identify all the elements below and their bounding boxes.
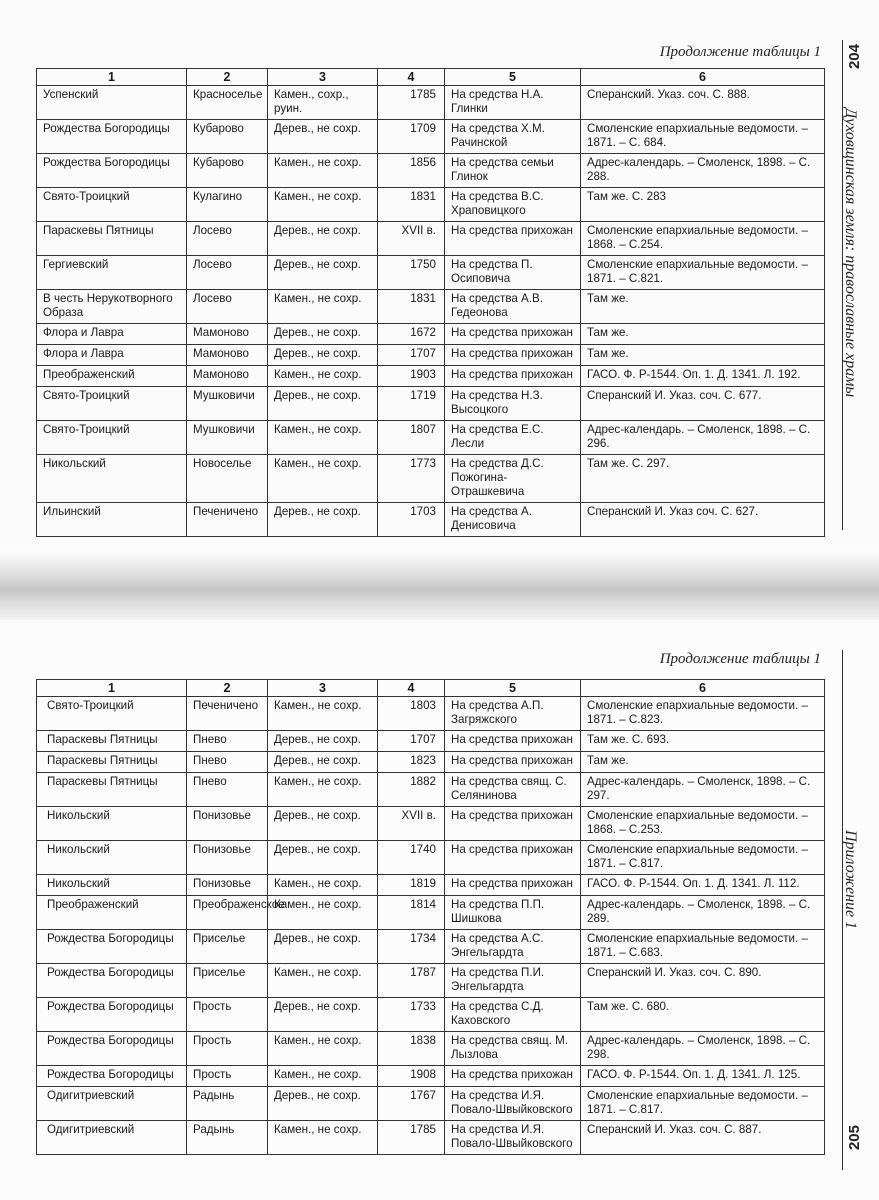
cell-year: 1814: [378, 896, 445, 930]
table-body: [37, 86, 825, 537]
cell-material-state: Дерев., не сохр.: [268, 998, 378, 1032]
cell-funding: На средства А. Денисовича: [445, 503, 581, 537]
table-row: [37, 387, 825, 421]
cell-source: Там же.: [581, 290, 825, 324]
cell-source: Смоленские епархиальные ведомости. – 1871. – С.817.: [581, 841, 825, 875]
cell-funding: На средства прихожан: [445, 1066, 581, 1087]
cell-source: ГАСО. Ф. Р-1544. Оп. 1. Д. 1341. Л. 112.: [581, 875, 825, 896]
cell-source: Там же.: [581, 324, 825, 345]
cell-village: Понизовье: [187, 841, 268, 875]
cell-church-name: Рождества Богородицы: [37, 998, 187, 1032]
cell-funding: На средства А.В. Гедеонова: [445, 290, 581, 324]
cell-material-state: Камен., не сохр.: [268, 964, 378, 998]
cell-year: 1733: [378, 998, 445, 1032]
cell-funding: На средства прихожан: [445, 345, 581, 366]
cell-church-name: Никольский: [37, 807, 187, 841]
table-row: [37, 256, 825, 290]
cell-source: Адрес-календарь. – Смоленск, 1898. – С. 289.: [581, 896, 825, 930]
cell-church-name: Одигитриевский: [37, 1087, 187, 1121]
cell-funding: На средства прихожан: [445, 841, 581, 875]
cell-village: Кубарово: [187, 154, 268, 188]
cell-source: Там же. С. 283: [581, 188, 825, 222]
cell-funding: На средства И.Я. Повало-Швыйковского: [445, 1087, 581, 1121]
table-row: [37, 697, 825, 731]
table-row: [37, 324, 825, 345]
cell-source: Смоленские епархиальные ведомости. – 1871. – С.823.: [581, 697, 825, 731]
cell-village: Лосево: [187, 256, 268, 290]
table-row: [37, 366, 825, 387]
table-row: [37, 731, 825, 752]
cell-church-name: Рождества Богородицы: [37, 930, 187, 964]
cell-village: Преображенское: [187, 896, 268, 930]
table-row: [37, 154, 825, 188]
cell-village: Радынь: [187, 1087, 268, 1121]
table-row: [37, 807, 825, 841]
cell-funding: На средства прихожан: [445, 222, 581, 256]
cell-material-state: Дерев., не сохр.: [268, 807, 378, 841]
page-number: 205: [846, 1125, 863, 1151]
cell-year: 1750: [378, 256, 445, 290]
cell-church-name: Успенский: [37, 86, 187, 120]
cell-funding: На средства прихожан: [445, 324, 581, 345]
cell-material-state: Дерев., не сохр.: [268, 731, 378, 752]
cell-source: Там же. С. 297.: [581, 455, 825, 503]
table-header-row: [37, 69, 825, 86]
cell-year: 1734: [378, 930, 445, 964]
cell-year: 1803: [378, 697, 445, 731]
cell-church-name: Рождества Богородицы: [37, 120, 187, 154]
cell-village: Лосево: [187, 222, 268, 256]
table-row: [37, 455, 825, 503]
cell-source: Там же.: [581, 752, 825, 773]
cell-year: 1740: [378, 841, 445, 875]
cell-year: 1707: [378, 731, 445, 752]
running-head: Духовщинская земля: православные храмы: [842, 108, 859, 398]
column-header-3: 3: [268, 69, 378, 86]
cell-material-state: Дерев., не сохр.: [268, 345, 378, 366]
cell-material-state: Дерев., не сохр.: [268, 841, 378, 875]
table-row: [37, 1066, 825, 1087]
cell-church-name: Параскевы Пятницы: [37, 731, 187, 752]
cell-material-state: Камен., не сохр.: [268, 1032, 378, 1066]
page-number: 204: [846, 44, 863, 70]
table-row: [37, 503, 825, 537]
column-header-5: 5: [445, 680, 581, 697]
table-row: [37, 752, 825, 773]
cell-church-name: Преображенский: [37, 896, 187, 930]
table-row: [37, 896, 825, 930]
cell-church-name: Никольский: [37, 455, 187, 503]
cell-funding: На средства Д.С. Пожогина-Отрашкевича: [445, 455, 581, 503]
cell-church-name: Параскевы Пятницы: [37, 773, 187, 807]
cell-year: 1856: [378, 154, 445, 188]
cell-church-name: Свято-Троицкий: [37, 697, 187, 731]
cell-village: Пнево: [187, 773, 268, 807]
table-row: [37, 1087, 825, 1121]
cell-year: 1838: [378, 1032, 445, 1066]
cell-material-state: Дерев., не сохр.: [268, 1087, 378, 1121]
cell-material-state: Камен., не сохр.: [268, 1066, 378, 1087]
table-body: [37, 697, 825, 1155]
table-row: [37, 1121, 825, 1155]
cell-source: Адрес-календарь. – Смоленск, 1898. – С. 297.: [581, 773, 825, 807]
cell-year: 1908: [378, 1066, 445, 1087]
column-header-2: 2: [187, 680, 268, 697]
cell-material-state: Камен., сохр., руин.: [268, 86, 378, 120]
cell-source: Сперанский И. Указ. соч. С. 677.: [581, 387, 825, 421]
cell-funding: На средства прихожан: [445, 875, 581, 896]
table-row: [37, 421, 825, 455]
cell-material-state: Камен., не сохр.: [268, 188, 378, 222]
cell-material-state: Дерев., не сохр.: [268, 324, 378, 345]
cell-village: Понизовье: [187, 875, 268, 896]
cell-village: Прость: [187, 1032, 268, 1066]
cell-year: 1882: [378, 773, 445, 807]
cell-source: Смоленские епархиальные ведомости. – 1871. – С.683.: [581, 930, 825, 964]
table-row: [37, 875, 825, 896]
cell-church-name: Гергиевский: [37, 256, 187, 290]
cell-source: Сперанский И. Указ. соч. С. 887.: [581, 1121, 825, 1155]
cell-church-name: Одигитриевский: [37, 1121, 187, 1155]
cell-year: 1787: [378, 964, 445, 998]
table-row: [37, 222, 825, 256]
cell-church-name: Рождества Богородицы: [37, 1032, 187, 1066]
column-header-3: 3: [268, 680, 378, 697]
table-row: [37, 841, 825, 875]
page-margin: [829, 620, 879, 1200]
cell-source: ГАСО. Ф. Р-1544. Оп. 1. Д. 1341. Л. 192.: [581, 366, 825, 387]
cell-source: Там же. С. 680.: [581, 998, 825, 1032]
churches-table: [36, 68, 825, 537]
cell-church-name: Рождества Богородицы: [37, 154, 187, 188]
cell-village: Красноселье: [187, 86, 268, 120]
cell-village: Кубарово: [187, 120, 268, 154]
table-row: [37, 290, 825, 324]
column-header-4: 4: [378, 69, 445, 86]
cell-village: Новоселье: [187, 455, 268, 503]
cell-source: Смоленские епархиальные ведомости. – 1868. – С.254.: [581, 222, 825, 256]
cell-material-state: Камен., не сохр.: [268, 875, 378, 896]
cell-year: 1807: [378, 421, 445, 455]
page-margin: [829, 0, 879, 560]
table-continuation-caption: Продолжение таблицы 1: [659, 44, 821, 60]
cell-source: Смоленские епархиальные ведомости. – 1871. – С.821.: [581, 256, 825, 290]
cell-source: Сперанский И. Указ. соч. С. 890.: [581, 964, 825, 998]
churches-table: [36, 679, 825, 1155]
cell-funding: На средства В.С. Храповицкого: [445, 188, 581, 222]
cell-funding: На средства Х.М. Рачинской: [445, 120, 581, 154]
column-header-6: 6: [581, 680, 825, 697]
cell-source: Смоленские епархиальные ведомости. – 1868. – С.253.: [581, 807, 825, 841]
cell-material-state: Камен., не сохр.: [268, 697, 378, 731]
cell-material-state: Дерев., не сохр.: [268, 930, 378, 964]
cell-church-name: Никольский: [37, 841, 187, 875]
cell-funding: На средства семьи Глинок: [445, 154, 581, 188]
cell-source: Там же.: [581, 345, 825, 366]
cell-funding: На средства П. Осиповича: [445, 256, 581, 290]
page-205: [0, 620, 879, 1200]
cell-source: Адрес-календарь. – Смоленск, 1898. – С. 296.: [581, 421, 825, 455]
cell-church-name: Свято-Троицкий: [37, 421, 187, 455]
table-row: [37, 1032, 825, 1066]
table-row: [37, 773, 825, 807]
cell-village: Мамоново: [187, 324, 268, 345]
cell-material-state: Дерев., не сохр.: [268, 120, 378, 154]
table-continuation-caption: Продолжение таблицы 1: [659, 651, 821, 667]
cell-funding: На средства П.П. Шишкова: [445, 896, 581, 930]
table-row: [37, 120, 825, 154]
cell-funding: На средства И.Я. Повало-Швыйковского: [445, 1121, 581, 1155]
cell-funding: На средства прихожан: [445, 731, 581, 752]
table-row: [37, 998, 825, 1032]
table-row: [37, 188, 825, 222]
cell-church-name: Флора и Лавра: [37, 324, 187, 345]
cell-material-state: Камен., не сохр.: [268, 896, 378, 930]
table-row: [37, 964, 825, 998]
cell-church-name: Рождества Богородицы: [37, 964, 187, 998]
cell-church-name: Никольский: [37, 875, 187, 896]
cell-funding: На средства свящ. М. Лызлова: [445, 1032, 581, 1066]
cell-church-name: Преображенский: [37, 366, 187, 387]
cell-year: 1903: [378, 366, 445, 387]
cell-village: Пнево: [187, 731, 268, 752]
cell-village: Радынь: [187, 1121, 268, 1155]
cell-village: Приселье: [187, 964, 268, 998]
cell-material-state: Дерев., не сохр.: [268, 752, 378, 773]
cell-material-state: Камен., не сохр.: [268, 290, 378, 324]
cell-village: Печеничено: [187, 697, 268, 731]
cell-year: XVII в.: [378, 222, 445, 256]
cell-church-name: Рождества Богородицы: [37, 1066, 187, 1087]
cell-year: 1823: [378, 752, 445, 773]
cell-year: 1785: [378, 1121, 445, 1155]
cell-source: Смоленские епархиальные ведомости. – 1871. – С.817.: [581, 1087, 825, 1121]
column-header-1: 1: [37, 69, 187, 86]
cell-material-state: Камен., не сохр.: [268, 773, 378, 807]
column-header-4: 4: [378, 680, 445, 697]
cell-source: Сперанский. Указ. соч. С. 888.: [581, 86, 825, 120]
cell-church-name: В честь Нерукотворного Образа: [37, 290, 187, 324]
cell-year: 1819: [378, 875, 445, 896]
cell-source: Адрес-календарь. – Смоленск, 1898. – С. 288.: [581, 154, 825, 188]
cell-village: Мамоново: [187, 345, 268, 366]
cell-village: Мамоново: [187, 366, 268, 387]
cell-year: 1785: [378, 86, 445, 120]
cell-church-name: Свято-Троицкий: [37, 188, 187, 222]
cell-material-state: Камен., не сохр.: [268, 1121, 378, 1155]
cell-year: 1831: [378, 290, 445, 324]
cell-year: 1767: [378, 1087, 445, 1121]
page-204: [0, 0, 879, 560]
table-row: [37, 930, 825, 964]
cell-church-name: Флора и Лавра: [37, 345, 187, 366]
cell-source: Адрес-календарь. – Смоленск, 1898. – С. 298.: [581, 1032, 825, 1066]
cell-village: Печеничено: [187, 503, 268, 537]
cell-church-name: Параскевы Пятницы: [37, 222, 187, 256]
cell-year: 1719: [378, 387, 445, 421]
book-gutter: [0, 550, 879, 630]
cell-funding: На средства П.И. Энгельгардта: [445, 964, 581, 998]
cell-village: Понизовье: [187, 807, 268, 841]
column-header-2: 2: [187, 69, 268, 86]
cell-source: Там же. С. 693.: [581, 731, 825, 752]
cell-village: Прость: [187, 998, 268, 1032]
cell-village: Мушковичи: [187, 421, 268, 455]
cell-year: 1703: [378, 503, 445, 537]
cell-material-state: Камен., не сохр.: [268, 421, 378, 455]
cell-village: Лосево: [187, 290, 268, 324]
column-header-6: 6: [581, 69, 825, 86]
cell-source: Смоленские епархиальные ведомости. – 1871. – С. 684.: [581, 120, 825, 154]
cell-year: 1672: [378, 324, 445, 345]
cell-material-state: Дерев., не сохр.: [268, 387, 378, 421]
cell-year: XVII в.: [378, 807, 445, 841]
cell-year: 1707: [378, 345, 445, 366]
cell-village: Пнево: [187, 752, 268, 773]
cell-material-state: Дерев., не сохр.: [268, 222, 378, 256]
cell-funding: На средства Н.А. Глинки: [445, 86, 581, 120]
cell-material-state: Дерев., не сохр.: [268, 256, 378, 290]
cell-material-state: Камен., не сохр.: [268, 366, 378, 387]
cell-funding: На средства С.Д. Каховского: [445, 998, 581, 1032]
table-row: [37, 86, 825, 120]
cell-village: Мушковичи: [187, 387, 268, 421]
cell-church-name: Ильинский: [37, 503, 187, 537]
cell-funding: На средства А.П. Загряжского: [445, 697, 581, 731]
cell-village: Прость: [187, 1066, 268, 1087]
cell-church-name: Параскевы Пятницы: [37, 752, 187, 773]
cell-material-state: Камен., не сохр.: [268, 154, 378, 188]
table-row: [37, 345, 825, 366]
cell-source: Сперанский И. Указ соч. С. 627.: [581, 503, 825, 537]
running-head: Приложение 1: [842, 830, 859, 930]
column-header-1: 1: [37, 680, 187, 697]
cell-funding: На средства прихожан: [445, 807, 581, 841]
cell-source: ГАСО. Ф. Р-1544. Оп. 1. Д. 1341. Л. 125.: [581, 1066, 825, 1087]
cell-funding: На средства Е.С. Лесли: [445, 421, 581, 455]
cell-funding: На средства прихожан: [445, 752, 581, 773]
cell-funding: На средства Н.З. Высоцкого: [445, 387, 581, 421]
column-header-5: 5: [445, 69, 581, 86]
cell-year: 1773: [378, 455, 445, 503]
cell-village: Приселье: [187, 930, 268, 964]
cell-church-name: Свято-Троицкий: [37, 387, 187, 421]
cell-year: 1709: [378, 120, 445, 154]
cell-material-state: Дерев., не сохр.: [268, 503, 378, 537]
cell-funding: На средства свящ. С. Селянинова: [445, 773, 581, 807]
cell-village: Кулагино: [187, 188, 268, 222]
table-header-row: [37, 680, 825, 697]
cell-funding: На средства прихожан: [445, 366, 581, 387]
cell-material-state: Камен., не сохр.: [268, 455, 378, 503]
cell-year: 1831: [378, 188, 445, 222]
cell-funding: На средства А.С. Энгельгардта: [445, 930, 581, 964]
